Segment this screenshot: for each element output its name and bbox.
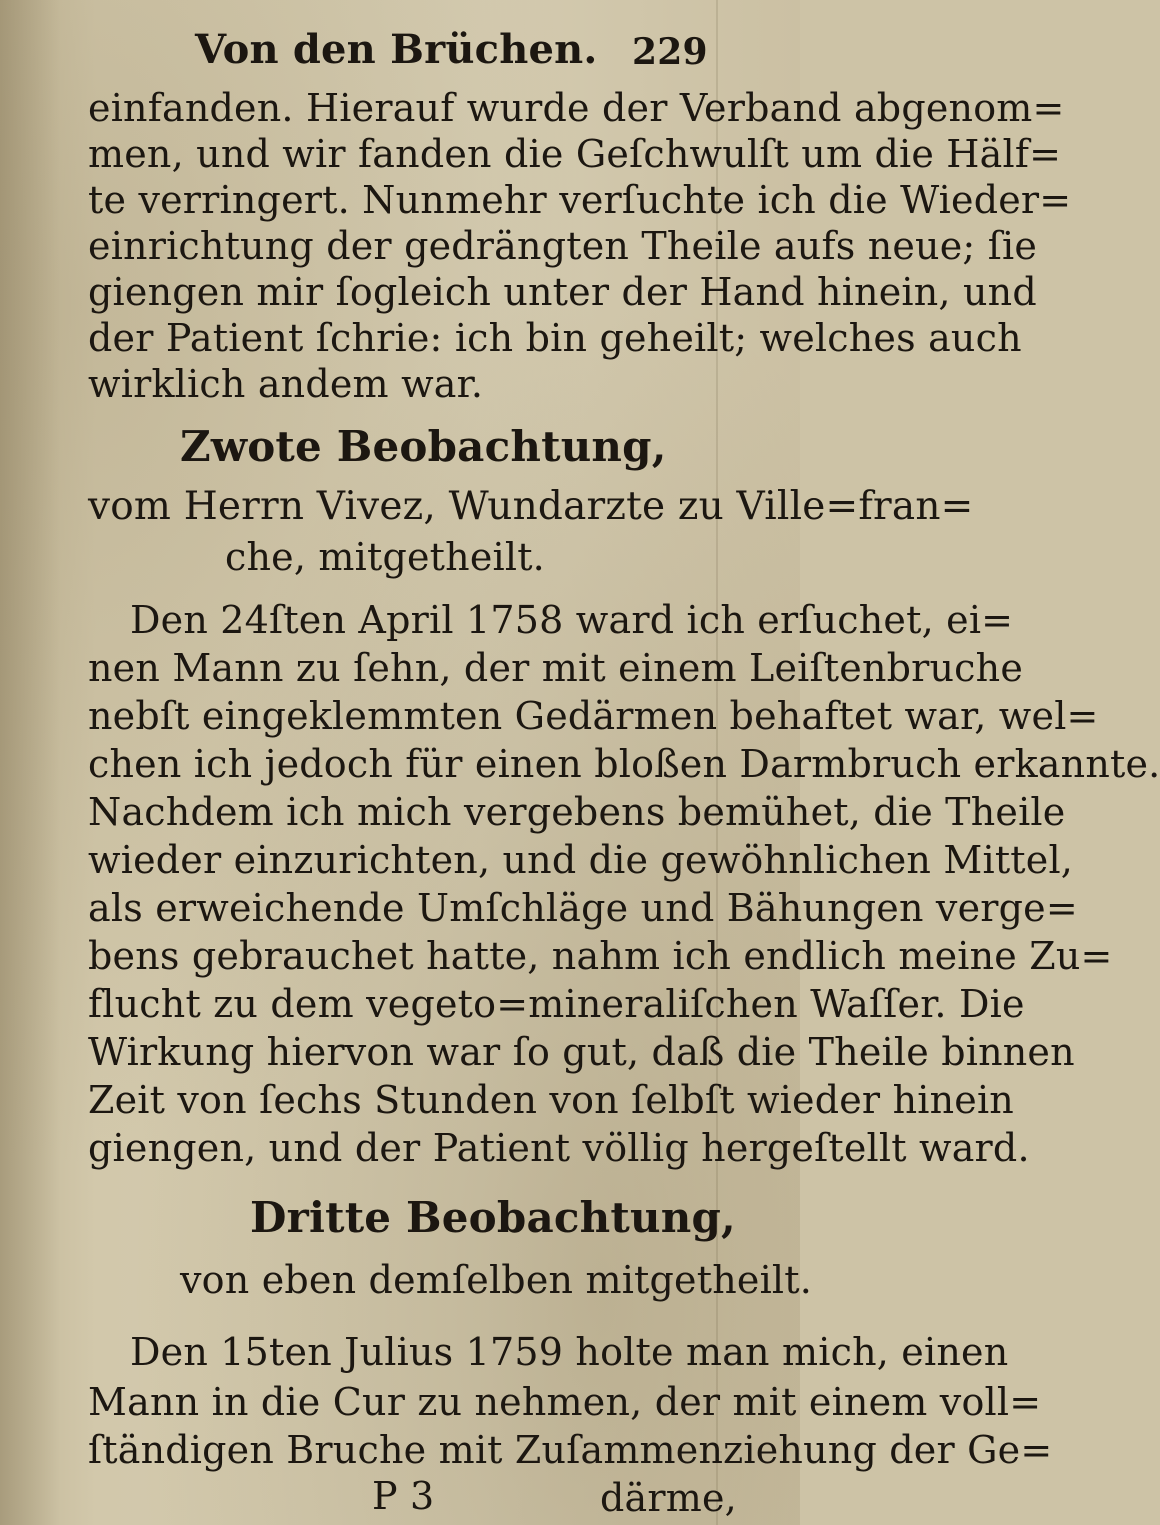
text-line: wirklich andem war.	[88, 362, 484, 406]
page-edge-shadow	[0, 0, 60, 1525]
text-line: chen ich jedoch für einen bloßen Darmbruch erkannte.	[88, 742, 1160, 786]
text-line: Zeit von ſechs Stunden von ſelbſt wieder hinein	[88, 1078, 1014, 1122]
running-head-title: Von den Brüchen.	[195, 26, 598, 73]
text-line: Nachdem ich mich vergebens bemühet, die Theile	[88, 790, 1066, 834]
signature-mark: P 3	[372, 1474, 435, 1518]
text-line: Den 24ſten April 1758 ward ich erſuchet, ei=	[130, 598, 1014, 642]
text-line: einrichtung der gedrängten Theile aufs neue; ſie	[88, 224, 1038, 268]
text-line: Wirkung hiervon war ſo gut, daß die Theile binnen	[88, 1030, 1075, 1074]
text-line: giengen, und der Patient völlig hergeſtellt ward.	[88, 1126, 1030, 1170]
section-heading-3: Dritte Beobachtung,	[250, 1193, 736, 1242]
text-line: wieder einzurichten, und die gewöhnlichen Mittel,	[88, 838, 1074, 882]
section-subheading-2a: vom Herrn Vivez, Wundarzte zu Ville=fran=	[88, 484, 974, 529]
section-heading-2: Zwote Beobachtung,	[180, 422, 667, 471]
text-line: giengen mir ſogleich unter der Hand hinein, und	[88, 270, 1037, 314]
text-line: einfanden. Hierauf wurde der Verband abgenom=	[88, 86, 1065, 130]
page-number: 229	[632, 31, 708, 73]
catchword: därme,	[600, 1476, 737, 1520]
text-line: als erweichende Umſchläge und Bähungen verge=	[88, 886, 1078, 930]
text-line: nen Mann zu ſehn, der mit einem Leiſtenbruche	[88, 646, 1024, 690]
section-subheading-2b: che, mitgetheilt.	[225, 535, 545, 579]
text-line: nebſt eingeklemmten Gedärmen behaftet war, wel=	[88, 694, 1099, 738]
text-line: der Patient ſchrie: ich bin geheilt; welches auch	[88, 316, 1022, 360]
text-line: Mann in die Cur zu nehmen, der mit einem voll=	[88, 1380, 1042, 1424]
section-subheading-3: von eben demſelben mitgetheilt.	[180, 1258, 813, 1302]
text-line: te verringert. Nunmehr verſuchte ich die Wieder=	[88, 178, 1072, 222]
text-line: men, und wir fanden die Geſchwulſt um die Hälf=	[88, 132, 1062, 176]
text-line: Den 15ten Julius 1759 holte man mich, einen	[130, 1330, 1009, 1374]
text-line: flucht zu dem vegeto=mineraliſchen Waſſer. Die	[88, 982, 1025, 1026]
text-line: bens gebrauchet hatte, nahm ich endlich meine Zu=	[88, 934, 1113, 978]
text-line: ſtändigen Bruche mit Zuſammenziehung der Ge=	[88, 1428, 1053, 1472]
